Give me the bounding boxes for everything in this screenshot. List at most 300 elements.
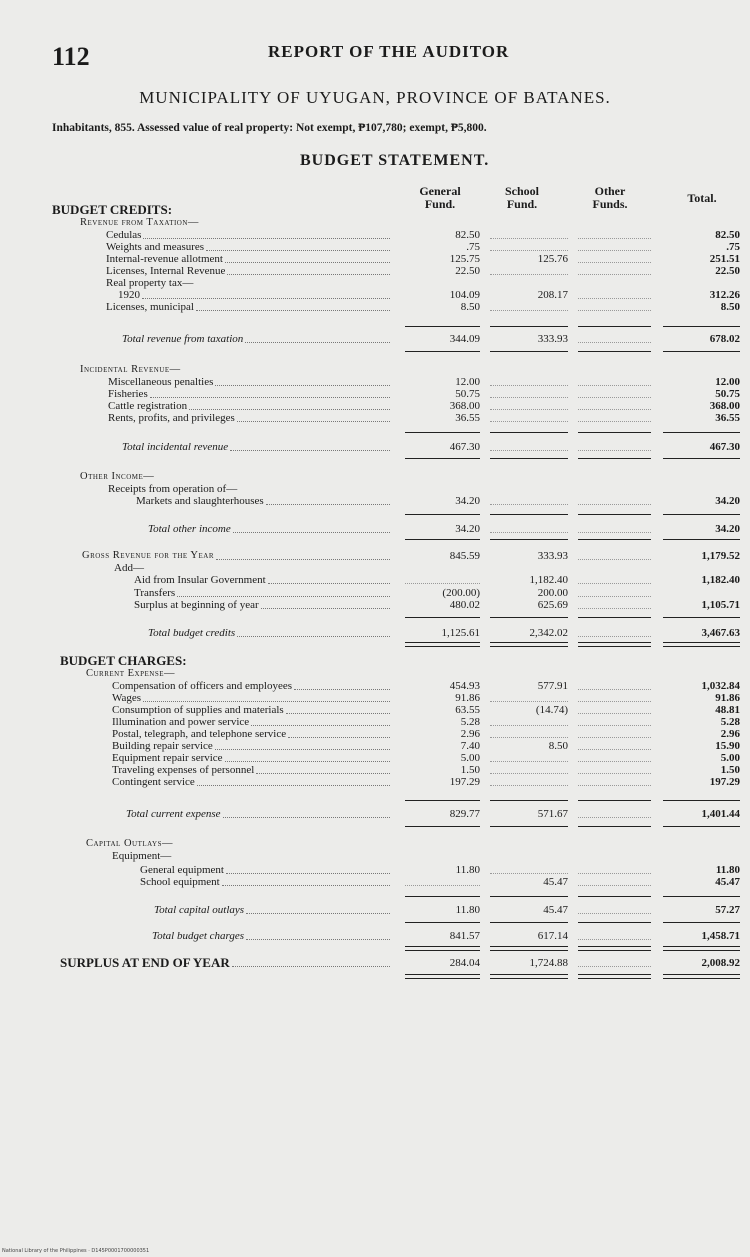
- school-fund-value: 45.47: [543, 904, 568, 916]
- table-row: [0, 241, 750, 253]
- row-label: Traveling expenses of personnel: [112, 764, 255, 776]
- row-label: Aid from Insular Government: [134, 574, 266, 586]
- empty-cell-leader: [578, 376, 651, 386]
- rule: [663, 800, 740, 801]
- leader-dots: [246, 930, 390, 940]
- empty-cell-leader: [490, 388, 568, 398]
- rule: [663, 432, 740, 433]
- row-label: Weights and measures: [106, 241, 205, 253]
- double-rule: [578, 946, 651, 951]
- empty-cell-leader: [578, 876, 651, 886]
- total-fund-value: 22.50: [715, 265, 740, 277]
- row-label: BUDGET CREDITS:: [52, 202, 173, 217]
- school-fund-value: 617.14: [537, 930, 568, 942]
- total-fund-value: 36.55: [715, 412, 740, 424]
- table-row: [0, 764, 750, 776]
- total-fund-value: .75: [726, 241, 740, 253]
- total-fund-value: 368.00: [709, 400, 740, 412]
- empty-cell-leader: [490, 265, 568, 275]
- total-fund-value: 197.29: [709, 776, 740, 788]
- school-fund-value: 333.93: [537, 333, 568, 345]
- leader-dots: [237, 412, 390, 422]
- rule: [663, 351, 740, 352]
- column-header-school: School Fund.: [504, 184, 539, 211]
- general-fund-value: 344.09: [449, 333, 480, 345]
- empty-cell-leader: [578, 864, 651, 874]
- empty-cell-leader: [490, 864, 568, 874]
- rule: [490, 896, 568, 897]
- leader-dots: [286, 704, 390, 714]
- rule: [578, 617, 651, 618]
- double-rule: [578, 642, 651, 647]
- general-fund-value: 34.20: [455, 495, 480, 507]
- table-row: [0, 217, 750, 229]
- total-fund-value: 1,179.52: [701, 550, 740, 562]
- total-fund-value: 2.96: [720, 728, 740, 740]
- double-rule: [490, 974, 568, 979]
- rule: [578, 326, 651, 327]
- empty-cell-leader: [578, 441, 651, 451]
- leader-dots: [225, 253, 390, 263]
- leader-dots: [143, 692, 390, 702]
- row-label: SURPLUS AT END OF YEAR: [60, 955, 230, 970]
- general-fund-value: 63.55: [455, 704, 480, 716]
- empty-cell-leader: [490, 301, 568, 311]
- general-fund-value: 1,125.61: [441, 627, 480, 639]
- general-fund-value: 50.75: [455, 388, 480, 400]
- total-fund-value: 12.00: [715, 376, 740, 388]
- general-fund-value: 11.80: [455, 864, 480, 876]
- empty-cell-leader: [578, 599, 651, 609]
- row-label: Add—: [114, 562, 144, 574]
- empty-cell-leader: [578, 333, 651, 343]
- empty-cell-leader: [578, 388, 651, 398]
- inhabitants-line: Inhabitants, 855. Assessed value of real property: Not exempt, ₱107,780; exempt, ₱5,800.: [52, 122, 487, 134]
- rule: [405, 351, 480, 352]
- empty-cell-leader: [490, 400, 568, 410]
- leader-dots: [223, 808, 390, 818]
- row-label: 1920: [118, 289, 140, 301]
- row-label: Total budget credits: [148, 627, 236, 639]
- table-row: [0, 333, 750, 345]
- general-fund-value: 34.20: [455, 523, 480, 535]
- row-label: Total incidental revenue: [122, 441, 229, 453]
- table-row: [0, 376, 750, 388]
- rule: [578, 432, 651, 433]
- leader-dots: [294, 680, 390, 690]
- row-label: Incidental Revenue—: [80, 364, 181, 375]
- leader-dots: [246, 904, 390, 914]
- table-row: [0, 704, 750, 716]
- empty-cell-leader: [578, 574, 651, 584]
- table-row: [0, 550, 750, 562]
- table-row: [0, 495, 750, 507]
- total-fund-value: 678.02: [709, 333, 740, 345]
- rule: [405, 896, 480, 897]
- empty-cell-leader: [578, 680, 651, 690]
- empty-cell-leader: [578, 301, 651, 311]
- double-rule: [490, 946, 568, 951]
- leader-dots: [216, 550, 390, 560]
- total-fund-value: 3,467.63: [701, 627, 740, 639]
- empty-cell-leader: [578, 808, 651, 818]
- leader-dots: [256, 764, 390, 774]
- table-row: [0, 957, 750, 969]
- general-fund-value: 7.40: [460, 740, 480, 752]
- row-label: Receipts from operation of—: [108, 483, 238, 495]
- leader-dots: [142, 289, 390, 299]
- general-fund-value: 845.59: [449, 550, 480, 562]
- row-label: Total current expense: [126, 808, 221, 820]
- empty-cell-leader: [578, 587, 651, 597]
- leader-dots: [245, 333, 390, 343]
- row-label: Miscellaneous penalties: [108, 376, 214, 388]
- total-fund-value: 5.00: [720, 752, 740, 764]
- school-fund-value: 625.69: [537, 599, 568, 611]
- total-fund-value: 91.86: [715, 692, 740, 704]
- table-row: [0, 655, 750, 667]
- general-fund-value: 829.77: [449, 808, 480, 820]
- total-fund-value: 1.50: [720, 764, 740, 776]
- leader-dots: [261, 599, 390, 609]
- table-row: [0, 838, 750, 850]
- table-row: [0, 265, 750, 277]
- budget-title: BUDGET STATEMENT.: [300, 152, 490, 169]
- school-fund-value: 125.76: [537, 253, 568, 265]
- empty-cell-leader: [578, 776, 651, 786]
- footer-credit: National Library of the Philippines · D145P0001700000351: [2, 1248, 150, 1254]
- leader-dots: [251, 716, 390, 726]
- general-fund-value: 841.57: [449, 930, 480, 942]
- empty-cell-leader: [578, 550, 651, 560]
- empty-cell-leader: [578, 265, 651, 275]
- empty-cell-leader: [490, 752, 568, 762]
- empty-cell-leader: [490, 776, 568, 786]
- empty-cell-leader: [490, 441, 568, 451]
- table-row: [0, 904, 750, 916]
- rule: [663, 458, 740, 459]
- rule: [490, 514, 568, 515]
- double-rule: [405, 946, 480, 951]
- row-label: Total revenue from taxation: [122, 333, 244, 345]
- leader-dots: [189, 400, 390, 410]
- leader-dots: [143, 229, 390, 239]
- row-label: Current Expense—: [86, 668, 175, 679]
- empty-cell-leader: [578, 400, 651, 410]
- empty-cell-leader: [578, 495, 651, 505]
- table-row: [0, 441, 750, 453]
- rule: [663, 896, 740, 897]
- double-rule: [405, 642, 480, 647]
- total-fund-value: 48.81: [715, 704, 740, 716]
- row-label: Fisheries: [108, 388, 148, 400]
- school-fund-value: 200.00: [537, 587, 568, 599]
- rule: [405, 826, 480, 827]
- row-label: Equipment repair service: [112, 752, 223, 764]
- empty-cell-leader: [578, 957, 651, 967]
- row-label: Internal-revenue allotment: [106, 253, 223, 265]
- table-row: [0, 752, 750, 764]
- table-row: [0, 253, 750, 265]
- table-row: [0, 627, 750, 639]
- empty-cell-leader: [578, 253, 651, 263]
- rule: [490, 351, 568, 352]
- school-fund-value: 45.47: [543, 876, 568, 888]
- general-fund-value: 284.04: [449, 957, 480, 969]
- rule: [405, 326, 480, 327]
- table-row: [0, 388, 750, 400]
- school-fund-value: (14.74): [535, 704, 568, 716]
- table-row: [0, 668, 750, 680]
- leader-dots: [266, 495, 390, 505]
- table-row: [0, 412, 750, 424]
- empty-cell-leader: [490, 692, 568, 702]
- row-label: Capital Outlays—: [86, 838, 174, 849]
- table-row: [0, 728, 750, 740]
- row-label: Compensation of officers and employees: [112, 680, 293, 692]
- table-row: [0, 776, 750, 788]
- row-label: Illumination and power service: [112, 716, 250, 728]
- empty-cell-leader: [578, 289, 651, 299]
- general-fund-value: 82.50: [455, 229, 480, 241]
- table-row: [0, 483, 750, 495]
- total-fund-value: 57.27: [715, 904, 740, 916]
- column-header-other: Other Funds.: [592, 184, 628, 211]
- rule: [490, 800, 568, 801]
- empty-cell-leader: [490, 716, 568, 726]
- empty-cell-leader: [578, 716, 651, 726]
- double-rule: [663, 974, 740, 979]
- rule: [663, 514, 740, 515]
- rule: [405, 514, 480, 515]
- rule: [490, 326, 568, 327]
- empty-cell-leader: [578, 627, 651, 637]
- total-fund-value: 82.50: [715, 229, 740, 241]
- table-row: [0, 876, 750, 888]
- empty-cell-leader: [578, 241, 651, 251]
- table-row: [0, 716, 750, 728]
- empty-cell-leader: [578, 930, 651, 940]
- table-row: [0, 229, 750, 241]
- row-label: Other Income—: [80, 471, 155, 482]
- general-fund-value: 467.30: [449, 441, 480, 453]
- general-fund-value: 368.00: [449, 400, 480, 412]
- empty-cell-leader: [490, 523, 568, 533]
- rule: [578, 539, 651, 540]
- rule: [578, 458, 651, 459]
- table-row: [0, 400, 750, 412]
- general-fund-value: 12.00: [455, 376, 480, 388]
- table-row: [0, 864, 750, 876]
- leader-dots: [226, 864, 390, 874]
- leader-dots: [206, 241, 390, 251]
- total-fund-value: 15.90: [715, 740, 740, 752]
- total-fund-value: 34.20: [715, 523, 740, 535]
- empty-cell-leader: [490, 412, 568, 422]
- table-row: [0, 277, 750, 289]
- rule: [405, 432, 480, 433]
- general-fund-value: 2.96: [460, 728, 480, 740]
- rule: [663, 826, 740, 827]
- school-fund-value: 8.50: [548, 740, 568, 752]
- general-fund-value: 1.50: [460, 764, 480, 776]
- empty-cell-leader: [578, 523, 651, 533]
- rule: [490, 539, 568, 540]
- school-fund-value: 2,342.02: [529, 627, 568, 639]
- rule: [490, 432, 568, 433]
- empty-cell-leader: [490, 495, 568, 505]
- rule: [663, 539, 740, 540]
- leader-dots: [225, 752, 390, 762]
- row-label: Total capital outlays: [154, 904, 245, 916]
- leader-dots: [150, 388, 390, 398]
- page-number: 112: [52, 42, 90, 71]
- empty-cell-leader: [578, 412, 651, 422]
- row-label: Rents, profits, and privileges: [108, 412, 235, 424]
- rule: [578, 800, 651, 801]
- rule: [405, 617, 480, 618]
- rule: [490, 617, 568, 618]
- total-fund-value: 5.28: [720, 716, 740, 728]
- row-label: Wages: [112, 692, 142, 704]
- general-fund-value: 5.28: [460, 716, 480, 728]
- rule: [578, 922, 651, 923]
- column-header-general: General Fund.: [419, 184, 461, 211]
- row-label: Surplus at beginning of year: [134, 599, 259, 611]
- empty-cell-leader: [578, 904, 651, 914]
- total-fund-value: 1,182.40: [701, 574, 740, 586]
- rule: [490, 458, 568, 459]
- row-label: Real property tax—: [106, 277, 194, 289]
- total-fund-value: 251.51: [709, 253, 740, 265]
- empty-cell-leader: [490, 229, 568, 239]
- rule: [405, 539, 480, 540]
- running-head: REPORT OF THE AUDITOR: [268, 42, 510, 61]
- leader-dots: [288, 728, 390, 738]
- rule: [405, 800, 480, 801]
- double-rule: [663, 642, 740, 647]
- table-row: [0, 740, 750, 752]
- row-label: Markets and slaughterhouses: [136, 495, 264, 507]
- row-label: Transfers: [134, 587, 176, 599]
- leader-dots: [196, 301, 390, 311]
- row-label: Licenses, municipal: [106, 301, 194, 313]
- rule: [663, 326, 740, 327]
- general-fund-value: 11.80: [455, 904, 480, 916]
- table-row: [0, 692, 750, 704]
- total-fund-value: 312.26: [709, 289, 740, 301]
- row-label: Licenses, Internal Revenue: [106, 265, 226, 277]
- general-fund-value: (200.00): [442, 587, 480, 599]
- total-fund-value: 8.50: [720, 301, 740, 313]
- row-label: Gross Revenue for the Year: [82, 550, 215, 561]
- table-row: [0, 301, 750, 313]
- empty-cell-leader: [405, 876, 480, 886]
- rule: [405, 922, 480, 923]
- school-fund-value: 208.17: [537, 289, 568, 301]
- leader-dots: [222, 876, 390, 886]
- general-fund-value: 480.02: [449, 599, 480, 611]
- total-fund-value: 50.75: [715, 388, 740, 400]
- empty-cell-leader: [490, 241, 568, 251]
- general-fund-value: 454.93: [449, 680, 480, 692]
- total-fund-value: 1,401.44: [701, 808, 740, 820]
- row-label: BUDGET CHARGES:: [60, 653, 187, 668]
- total-fund-value: 2,008.92: [701, 957, 740, 969]
- row-label: General equipment: [140, 864, 224, 876]
- row-label: Equipment—: [112, 850, 172, 862]
- empty-cell-leader: [490, 728, 568, 738]
- empty-cell-leader: [405, 574, 480, 584]
- table-row: [0, 562, 750, 574]
- school-fund-value: 1,724.88: [529, 957, 568, 969]
- rule: [405, 458, 480, 459]
- leader-dots: [232, 957, 390, 967]
- table-row: [0, 523, 750, 535]
- row-label: Building repair service: [112, 740, 213, 752]
- rule: [578, 351, 651, 352]
- double-rule: [578, 974, 651, 979]
- table-row: [0, 471, 750, 483]
- total-fund-value: 34.20: [715, 495, 740, 507]
- general-fund-value: 22.50: [455, 265, 480, 277]
- empty-cell-leader: [490, 376, 568, 386]
- rule: [490, 922, 568, 923]
- total-fund-value: 45.47: [715, 876, 740, 888]
- total-fund-value: 1,105.71: [701, 599, 740, 611]
- general-fund-value: 36.55: [455, 412, 480, 424]
- leader-dots: [197, 776, 390, 786]
- leader-dots: [233, 523, 390, 533]
- table-row: [0, 680, 750, 692]
- table-row: [0, 850, 750, 862]
- leader-dots: [215, 740, 390, 750]
- leader-dots: [230, 441, 390, 451]
- school-fund-value: 577.91: [537, 680, 568, 692]
- double-rule: [490, 642, 568, 647]
- empty-cell-leader: [578, 728, 651, 738]
- general-fund-value: 125.75: [449, 253, 480, 265]
- leader-dots: [215, 376, 390, 386]
- general-fund-value: .75: [466, 241, 480, 253]
- school-fund-value: 1,182.40: [529, 574, 568, 586]
- municipality-heading: MUNICIPALITY OF UYUGAN, PROVINCE OF BATANES.: [139, 88, 611, 107]
- table-row: [0, 364, 750, 376]
- school-fund-value: 333.93: [537, 550, 568, 562]
- empty-cell-leader: [578, 740, 651, 750]
- double-rule: [663, 946, 740, 951]
- empty-cell-leader: [490, 764, 568, 774]
- leader-dots: [237, 627, 390, 637]
- general-fund-value: 8.50: [460, 301, 480, 313]
- table-row: [0, 930, 750, 942]
- general-fund-value: 5.00: [460, 752, 480, 764]
- row-label: Revenue from Taxation—: [80, 217, 199, 228]
- column-header-total: Total.: [687, 191, 717, 205]
- empty-cell-leader: [578, 704, 651, 714]
- empty-cell-leader: [578, 229, 651, 239]
- table-row: [0, 587, 750, 599]
- rule: [578, 826, 651, 827]
- row-label: Total other income: [148, 523, 231, 535]
- rule: [578, 896, 651, 897]
- row-label: Cedulas: [106, 229, 142, 241]
- row-label: Cattle registration: [108, 400, 188, 412]
- total-fund-value: 467.30: [709, 441, 740, 453]
- rule: [490, 826, 568, 827]
- general-fund-value: 104.09: [449, 289, 480, 301]
- rule: [663, 617, 740, 618]
